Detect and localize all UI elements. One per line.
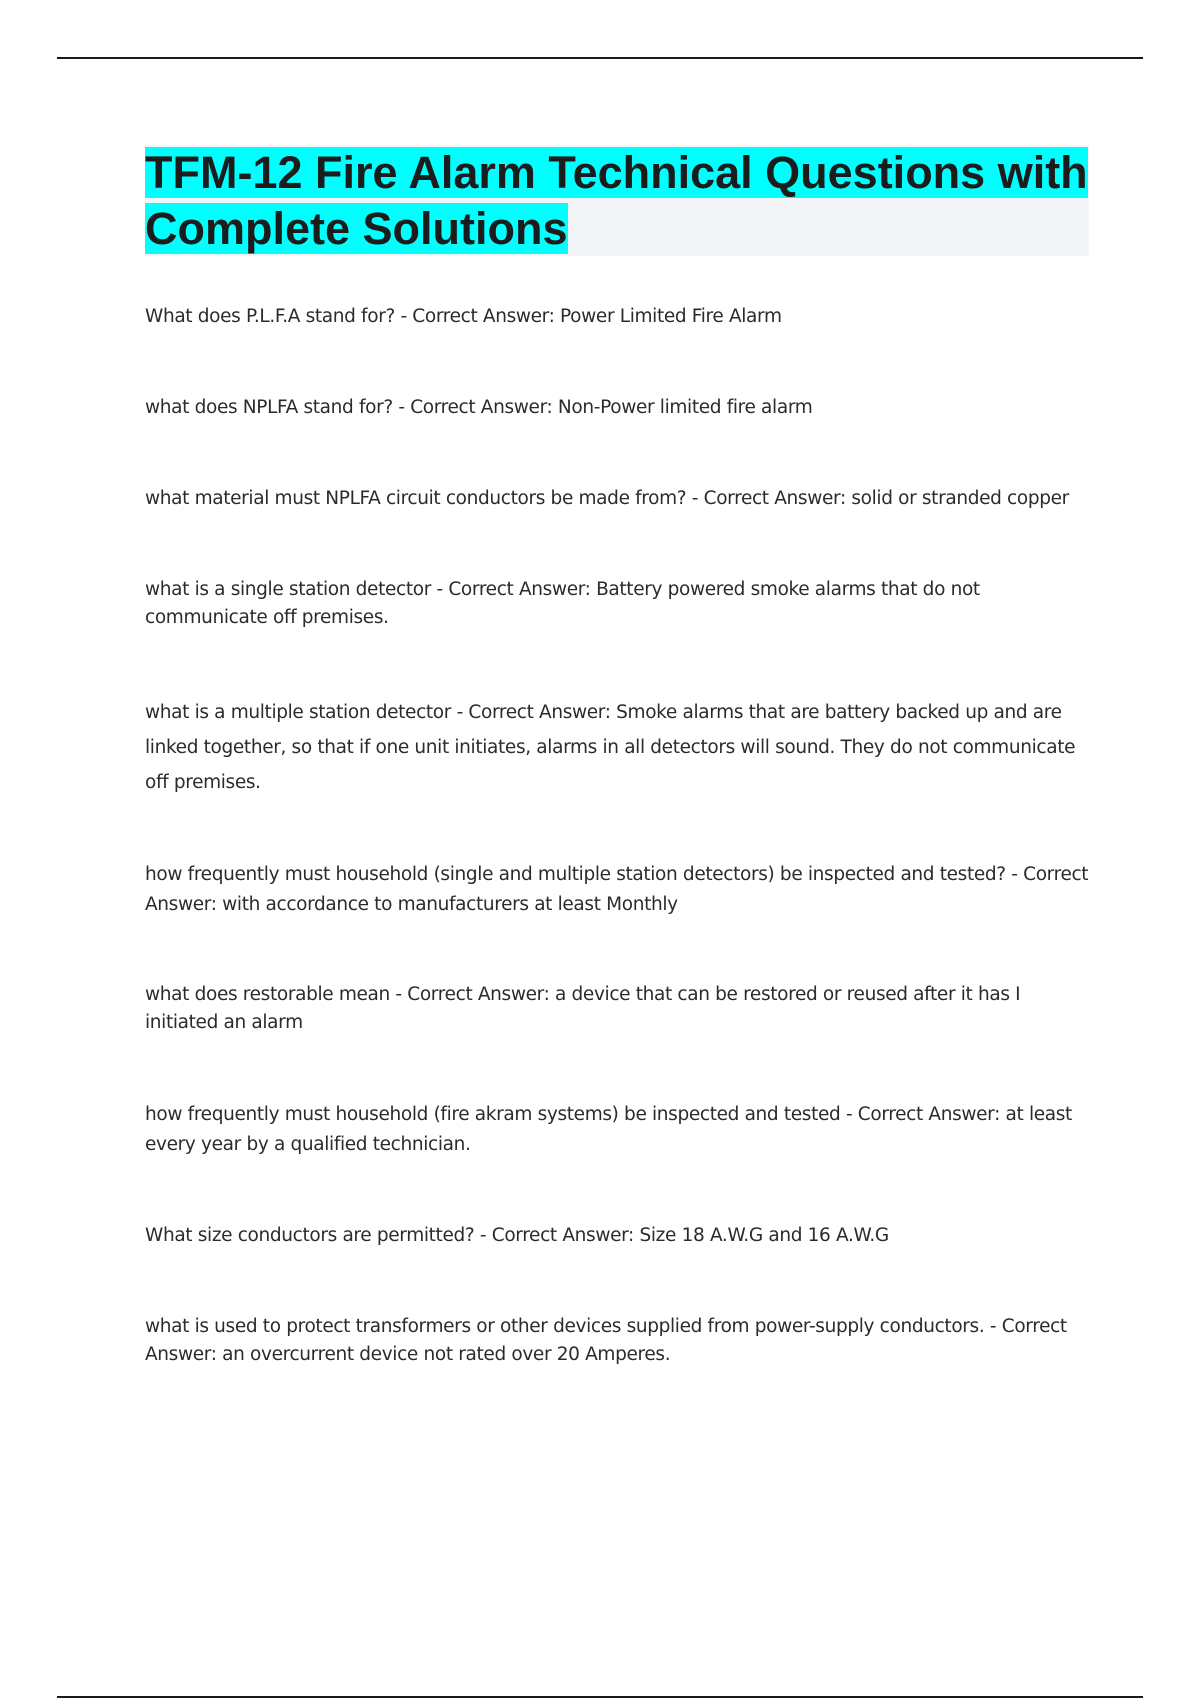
qa-item-6: how frequently must household (single and multiple station detectors) be inspected and tested? - Correct Answer: with accordance to manufacturers at least Monthly: [145, 864, 1089, 915]
qa-item-10: what is used to protect transformers or other devices supplied from power-supply conductors. - Correct Answer: an overcurrent device not rated over 20 Amperes.: [145, 1316, 1067, 1365]
qa-item-4: what is a single station detector - Correct Answer: Battery powered smoke alarms that do not communicate off premises.: [145, 579, 980, 628]
qa-item-1: What does P.L.F.A stand for? - Correct Answer: Power Limited Fire Alarm: [145, 306, 782, 327]
footer-rule: [57, 1696, 1143, 1698]
title-block: [145, 145, 1089, 256]
document-title: TFM-12 Fire Alarm Technical Questions with Complete Solutions: [145, 147, 1088, 254]
qa-item-3: what material must NPLFA circuit conductors be made from? - Correct Answer: solid or stranded copper: [145, 488, 1069, 509]
qa-item-8: how frequently must household (fire akram systems) be inspected and tested - Correct Answer: at least every year by a qualified technician.: [145, 1104, 1072, 1155]
qa-item-2: what does NPLFA stand for? - Correct Answer: Non-Power limited fire alarm: [145, 397, 813, 418]
header-rule: [57, 57, 1143, 59]
qa-item-9: What size conductors are permitted? - Correct Answer: Size 18 A.W.G and 16 A.W.G: [145, 1225, 889, 1246]
qa-item-5: what is a multiple station detector - Correct Answer: Smoke alarms that are battery backed up and are linked together, so that if one unit initiates, alarms in all detectors will sound. They do not communicate off premises.: [145, 702, 1076, 793]
qa-item-7: what does restorable mean - Correct Answer: a device that can be restored or reused after it has I initiated an alarm: [145, 984, 1021, 1033]
